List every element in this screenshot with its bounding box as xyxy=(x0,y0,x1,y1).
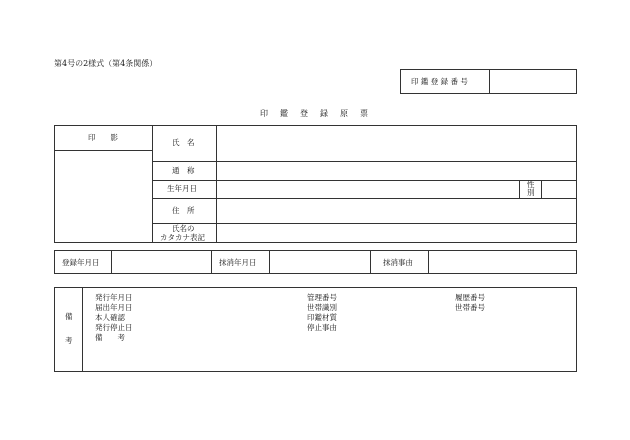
dates-divider-3 xyxy=(269,250,270,274)
address-label: 住 所 xyxy=(172,206,195,215)
name-field[interactable] xyxy=(218,127,575,159)
remarks-notes: 備 考 xyxy=(95,333,125,342)
remarks-issue-date: 発行年月日 xyxy=(95,293,133,302)
katakana-label-1: 氏名の xyxy=(172,224,195,233)
erased-date-field[interactable] xyxy=(271,252,368,272)
row-divider-1 xyxy=(152,161,577,162)
alias-label: 通 称 xyxy=(172,166,195,175)
erased-date-label: 抹消年月日 xyxy=(219,258,257,267)
remarks-label-2: 考 xyxy=(65,336,73,345)
remarks-history-number: 履歴番号 xyxy=(455,293,485,302)
row-divider-4 xyxy=(152,223,577,224)
katakana-label-2: カタカナ表記 xyxy=(160,233,205,242)
gender-divider-right xyxy=(541,180,542,198)
erase-reason-field[interactable] xyxy=(430,252,575,272)
registered-date-field[interactable] xyxy=(113,252,209,272)
address-field[interactable] xyxy=(218,200,575,221)
remarks-divider xyxy=(82,287,83,372)
remarks-management-number: 管理番号 xyxy=(307,293,337,302)
dates-divider-5 xyxy=(428,250,429,274)
remarks-label-1: 備 xyxy=(65,312,73,321)
remarks-seal-material: 印鑑材質 xyxy=(307,313,337,322)
label-column-divider xyxy=(216,125,217,243)
form-number: 第4号の2様式（第4条関係） xyxy=(54,59,158,68)
dates-divider-1 xyxy=(111,250,112,274)
seal-column-divider xyxy=(152,125,153,243)
birthdate-field[interactable] xyxy=(218,182,517,196)
seal-label: 印 影 xyxy=(88,133,118,142)
gender-label-2: 別 xyxy=(527,188,535,197)
seal-impression-area[interactable] xyxy=(56,152,150,241)
name-label: 氏 名 xyxy=(172,138,195,147)
registration-number-field[interactable] xyxy=(491,71,575,92)
katakana-field[interactable] xyxy=(218,225,575,241)
dates-divider-4 xyxy=(370,250,371,274)
row-divider-2 xyxy=(152,180,577,181)
birthdate-label: 生年月日 xyxy=(167,184,197,193)
remarks-household-number: 世帯番号 xyxy=(455,303,485,312)
remarks-suspension-date: 発行停止日 xyxy=(95,323,133,332)
dates-divider-2 xyxy=(211,250,212,274)
form-title: 印 鑑 登 録 原 票 xyxy=(260,109,370,118)
erase-reason-label: 抹消事由 xyxy=(383,258,413,267)
gender-field[interactable] xyxy=(543,182,575,196)
remarks-notification-date: 届出年月日 xyxy=(95,303,133,312)
row-divider-3 xyxy=(152,198,577,199)
alias-field[interactable] xyxy=(218,163,575,178)
remarks-suspension-reason: 停止事由 xyxy=(307,323,337,332)
registration-number-divider xyxy=(489,69,490,94)
registration-number-label: 印 鑑 登 録 番 号 xyxy=(411,77,468,86)
remarks-identity-check: 本人確認 xyxy=(95,313,125,322)
remarks-household-id: 世帯識別 xyxy=(307,303,337,312)
gender-label-1: 性 xyxy=(527,180,535,189)
registered-date-label: 登録年月日 xyxy=(62,258,100,267)
seal-header-divider xyxy=(54,150,152,151)
gender-divider-left xyxy=(519,180,520,198)
